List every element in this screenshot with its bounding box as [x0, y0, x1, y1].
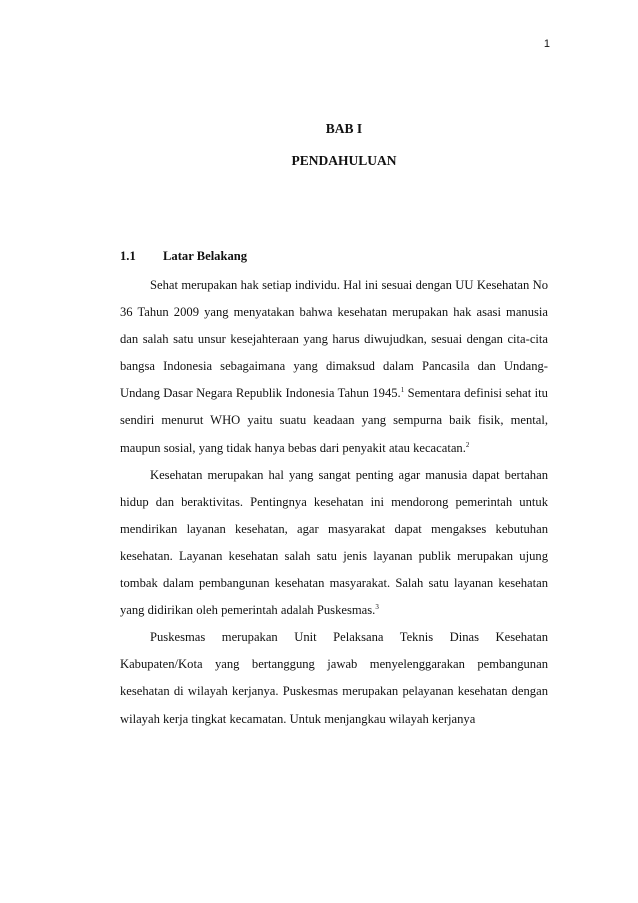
paragraph-1-text: Sehat merupakan hak setiap individu. Hal ini sesuai dengan UU Kesehatan No 36 Tahun 2009 yang menyatakan bahwa kesehatan merupakan hak asasi manusia dan salah satu unsur kesejahteraan yang harus diwujudkan, sesuai dengan cita-cita bangsa Indonesia sebagaimana yang dimaksud dalam Pancasila dan Undang-Undang Dasar Negara Republik Indonesia Tahun 1945. [120, 278, 548, 401]
section-number: 1.1 [120, 249, 136, 263]
paragraph-2 [120, 462, 548, 625]
paragraph-3 [120, 624, 548, 732]
footnote-ref-1: 1 [400, 386, 405, 395]
chapter-title: PENDAHULUAN [291, 153, 397, 168]
footnote-ref-3: 3 [375, 602, 379, 611]
chapter-number: BAB I [325, 121, 363, 136]
paragraph-2-text: Kesehatan merupakan hal yang sangat penting agar manusia dapat bertahan hidup dan beraktivitas. Pentingnya kesehatan ini mendorong pemerintah untuk mendirikan layanan kesehatan, agar masyarakat dapat mengakses kebutuhan kesehatan. Layanan kesehatan salah satu jenis layanan publik merupakan ujung tombak dalam pembangunan kesehatan masyarakat. Salah satu layanan kesehatan yang didirikan oleh pemerintah adalah Puskesmas. [120, 467, 548, 618]
section-title: Latar Belakang [163, 249, 248, 263]
page-number: 1 [543, 38, 550, 50]
paragraph-1 [120, 272, 548, 462]
paragraph-1-text-continued: Sementara definisi sehat itu sendiri menurut WHO yaitu suatu keadaan yang sempurna baik fisik, mental, maupun sosial, yang tidak hanya bebas dari penyakit atau kecacatan. [120, 386, 548, 455]
paragraph-3-text: Puskesmas merupakan Unit Pelaksana Teknis Dinas Kesehatan Kabupaten/Kota yang bertanggung jawab menyelenggarakan pembangunan kesehatan di wilayah kerjanya. Puskesmas merupakan pelayanan kesehatan dengan wilayah kerja tingkat kecamatan. Untuk menjangkau wilayah kerjanya [120, 630, 548, 726]
body-text [120, 272, 548, 733]
footnote-ref-2: 2 [465, 440, 470, 449]
section-heading [120, 249, 247, 264]
